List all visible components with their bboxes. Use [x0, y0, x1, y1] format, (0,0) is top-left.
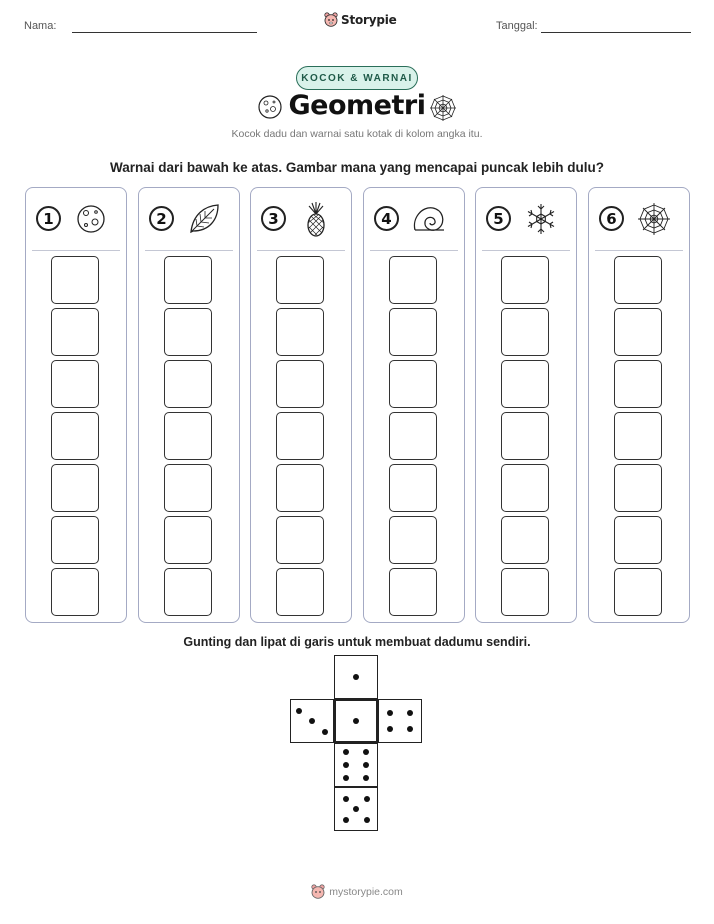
- header: [0, 0, 714, 50]
- brand-logo: [324, 12, 397, 27]
- dice-pip: [343, 762, 349, 768]
- color-box[interactable]: [501, 308, 549, 356]
- dice-face: [334, 743, 378, 787]
- dice-pip: [363, 749, 369, 755]
- color-box[interactable]: [164, 360, 212, 408]
- column-header: [364, 202, 464, 242]
- color-box[interactable]: [276, 256, 324, 304]
- footer-url[interactable]: mystorypie.com: [329, 885, 403, 898]
- instruction: Warnai dari bawah ke atas. Gambar mana yang mencapai puncak lebih dulu?: [110, 160, 604, 175]
- color-box[interactable]: [164, 568, 212, 616]
- dice-pip: [309, 718, 315, 724]
- column-number: 6: [599, 206, 624, 231]
- color-box[interactable]: [614, 308, 662, 356]
- dice-pip: [364, 796, 370, 802]
- name-field-line[interactable]: [72, 32, 257, 33]
- dice-pip: [353, 674, 359, 680]
- column-divider: [145, 250, 233, 251]
- column-number: 2: [149, 206, 174, 231]
- color-box[interactable]: [389, 308, 437, 356]
- name-label: Nama:: [24, 20, 57, 32]
- color-box[interactable]: [164, 412, 212, 460]
- dice-face: [378, 699, 422, 743]
- color-box[interactable]: [51, 256, 99, 304]
- column-divider: [32, 250, 120, 251]
- dice-face: [290, 699, 334, 743]
- title-row: [0, 90, 714, 126]
- dice-net: [290, 655, 426, 835]
- color-box[interactable]: [51, 464, 99, 512]
- color-box[interactable]: [501, 568, 549, 616]
- dice-pip: [407, 710, 413, 716]
- dice-pip: [407, 726, 413, 732]
- color-box[interactable]: [276, 412, 324, 460]
- column-header: [26, 202, 126, 242]
- dice-pip: [353, 718, 359, 724]
- color-box[interactable]: [164, 308, 212, 356]
- color-box[interactable]: [389, 568, 437, 616]
- subtitle: Kocok dadu dan warnai satu kotak di kolom angka itu.: [231, 128, 483, 140]
- column-number: 5: [486, 206, 511, 231]
- moon-icon: [72, 200, 110, 238]
- dice-pip: [363, 775, 369, 781]
- color-box[interactable]: [501, 412, 549, 460]
- column-3: [250, 187, 352, 623]
- dice-pip: [343, 796, 349, 802]
- spiderweb-icon: [428, 93, 458, 123]
- page-title: Geometri: [288, 90, 426, 121]
- leaf-icon: [185, 200, 223, 238]
- color-box[interactable]: [51, 568, 99, 616]
- column-divider: [370, 250, 458, 251]
- color-box[interactable]: [614, 412, 662, 460]
- color-box[interactable]: [51, 360, 99, 408]
- brand-name: Storypie: [341, 12, 397, 27]
- color-box[interactable]: [164, 516, 212, 564]
- color-box[interactable]: [389, 464, 437, 512]
- column-header: [589, 202, 689, 242]
- dice-face: [334, 655, 378, 699]
- dice-pip: [353, 806, 359, 812]
- color-box[interactable]: [501, 256, 549, 304]
- color-box[interactable]: [501, 516, 549, 564]
- column-4: [363, 187, 465, 623]
- column-header: [251, 202, 351, 242]
- column-2: [138, 187, 240, 623]
- color-box[interactable]: [614, 464, 662, 512]
- color-box[interactable]: [614, 568, 662, 616]
- color-box[interactable]: [51, 516, 99, 564]
- column-header: [476, 202, 576, 242]
- dice-pip: [363, 762, 369, 768]
- color-box[interactable]: [501, 464, 549, 512]
- date-label: Tanggal:: [496, 20, 538, 32]
- color-box[interactable]: [389, 412, 437, 460]
- color-box[interactable]: [614, 516, 662, 564]
- column-6: [588, 187, 690, 623]
- column-divider: [482, 250, 570, 251]
- color-box[interactable]: [614, 360, 662, 408]
- dice-pip: [387, 710, 393, 716]
- color-box[interactable]: [276, 516, 324, 564]
- column-5: [475, 187, 577, 623]
- dice-pip: [343, 775, 349, 781]
- dice-pip: [364, 817, 370, 823]
- color-box[interactable]: [276, 464, 324, 512]
- color-box[interactable]: [501, 360, 549, 408]
- color-box[interactable]: [164, 464, 212, 512]
- color-box[interactable]: [389, 360, 437, 408]
- dice-pip: [322, 729, 328, 735]
- color-box[interactable]: [614, 256, 662, 304]
- column-divider: [595, 250, 683, 251]
- cut-instruction: Gunting dan lipat di garis untuk membuat dadumu sendiri.: [183, 635, 531, 649]
- color-box[interactable]: [276, 568, 324, 616]
- dice-pip: [343, 749, 349, 755]
- color-box[interactable]: [276, 360, 324, 408]
- column-divider: [257, 250, 345, 251]
- pineapple-icon: [297, 200, 335, 238]
- dice-pip: [387, 726, 393, 732]
- footer: [0, 884, 714, 899]
- column-number: 3: [261, 206, 286, 231]
- column-number: 4: [374, 206, 399, 231]
- color-box[interactable]: [389, 516, 437, 564]
- color-box[interactable]: [164, 256, 212, 304]
- color-box[interactable]: [51, 412, 99, 460]
- storypie-mascot-icon: [311, 884, 325, 899]
- color-box[interactable]: [276, 308, 324, 356]
- spiderweb-icon: [635, 200, 673, 238]
- dice-pip: [296, 708, 302, 714]
- date-field-line[interactable]: [541, 32, 691, 33]
- dice-face: [334, 787, 378, 831]
- color-box[interactable]: [51, 308, 99, 356]
- dice-pip: [343, 817, 349, 823]
- dice-face: [334, 699, 378, 743]
- category-badge: KOCOK & WARNAI: [296, 66, 418, 90]
- column-header: [139, 202, 239, 242]
- color-box[interactable]: [389, 256, 437, 304]
- shell-icon: [410, 200, 448, 238]
- storypie-mascot-icon: [324, 12, 338, 27]
- column-number: 1: [36, 206, 61, 231]
- snowflake-icon: [522, 200, 560, 238]
- column-1: [25, 187, 127, 623]
